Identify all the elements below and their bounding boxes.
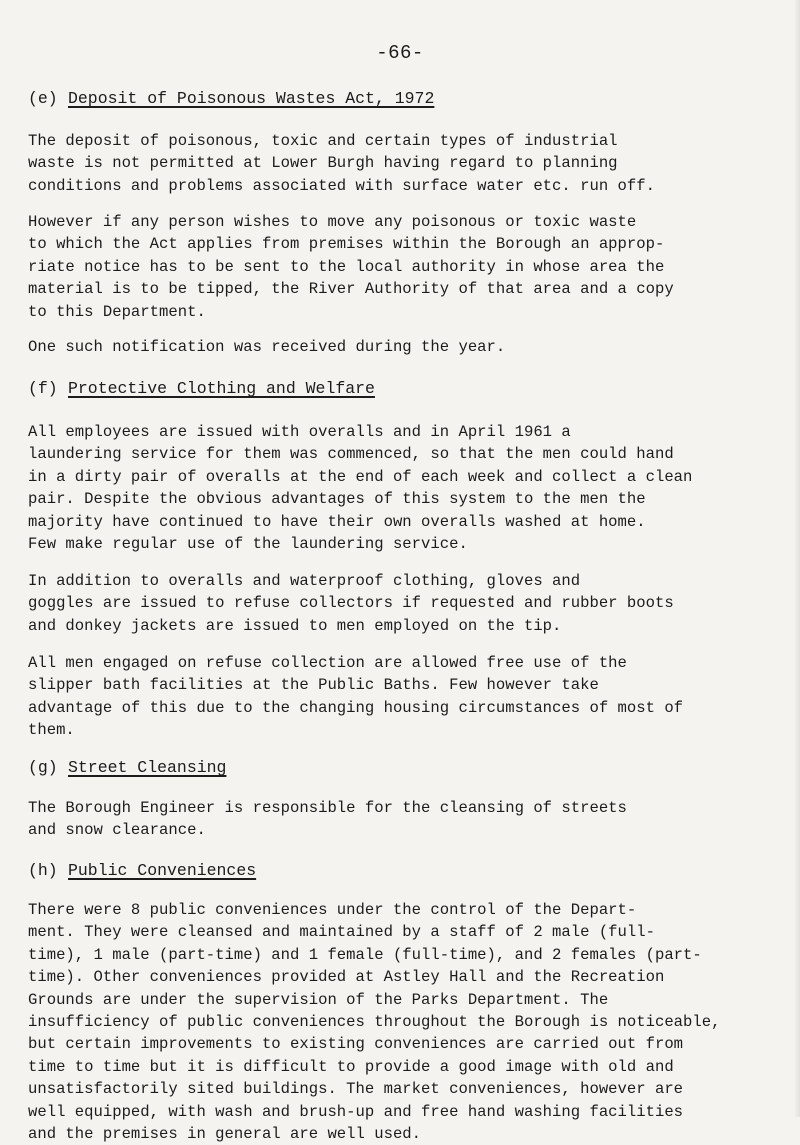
- page-number: -66-: [376, 42, 424, 64]
- section-letter: (e): [28, 89, 58, 108]
- paragraph: The Borough Engineer is responsible for the cleansing of streets and snow clearance.: [28, 799, 627, 840]
- paragraph: The deposit of poisonous, toxic and certain types of industrial waste is not permitted at Lower Burgh having regard to planning conditions and problems associated with surface water etc. run off.: [28, 132, 655, 195]
- paragraph: One such notification was received during the year.: [28, 338, 506, 356]
- section-heading: [28, 757, 768, 779]
- section-h: [28, 860, 768, 882]
- paragraph: However if any person wishes to move any poisonous or toxic waste to which the Act applies from premises within the Borough an approp- riate notice has to be sent to the local authority in whose area the material is to be tipped, the River Authority of that area and a copy to this Department.: [28, 213, 674, 321]
- section-title: Deposit of Poisonous Wastes Act, 1972: [68, 89, 435, 108]
- section-heading: [28, 378, 768, 400]
- paragraph: There were 8 public conveniences under the control of the Depart- ment. They were cleansed and maintained by a staff of 2 male (full- time), 1 male (part-time) and 1 female (full-time), and 2 females (part- time). Other conveniences provided at Astley Hall and the Recreation Grounds are under the supervision of the Parks Department. The insufficiency of public conveniences throughout the Borough is noticeable, but certain improvements to existing conveniences are carried out from time to time but it is difficult to provide a good image with old and unsatisfactorily sited buildings. The market conveniences, however are well equipped, with wash and brush-up and free hand washing facilities and the premises in general are well used.: [28, 901, 721, 1144]
- section-letter: (f): [28, 379, 58, 398]
- section-g: [28, 757, 768, 779]
- section-f: [28, 378, 768, 400]
- section-e: [28, 88, 768, 110]
- section-title: Street Cleansing: [68, 758, 227, 777]
- paragraph: All employees are issued with overalls and in April 1961 a laundering service for them was commenced, so that the men could hand in a dirty pair of overalls at the end of each week and collect a clean pair. Despite the obvious advantages of this system to the men the majority have continued to have their own overalls washed at home. Few make regular use of the laundering service.: [28, 423, 693, 554]
- paragraph: All men engaged on refuse collection are allowed free use of the slipper bath facilities at the Public Baths. Few however take advantage of this due to the changing housing circumstances of most of them.: [28, 654, 684, 740]
- section-title: Protective Clothing and Welfare: [68, 379, 375, 398]
- section-heading: [28, 88, 768, 110]
- paragraph: In addition to overalls and waterproof clothing, gloves and goggles are issued to refuse collectors if requested and rubber boots and donkey jackets are issued to men employed on the tip.: [28, 572, 674, 635]
- scan-edge-shadow: [794, 0, 800, 1117]
- section-title: Public Conveniences: [68, 861, 257, 880]
- section-letter: (g): [28, 758, 58, 777]
- section-letter: (h): [28, 861, 58, 880]
- section-heading: [28, 860, 768, 882]
